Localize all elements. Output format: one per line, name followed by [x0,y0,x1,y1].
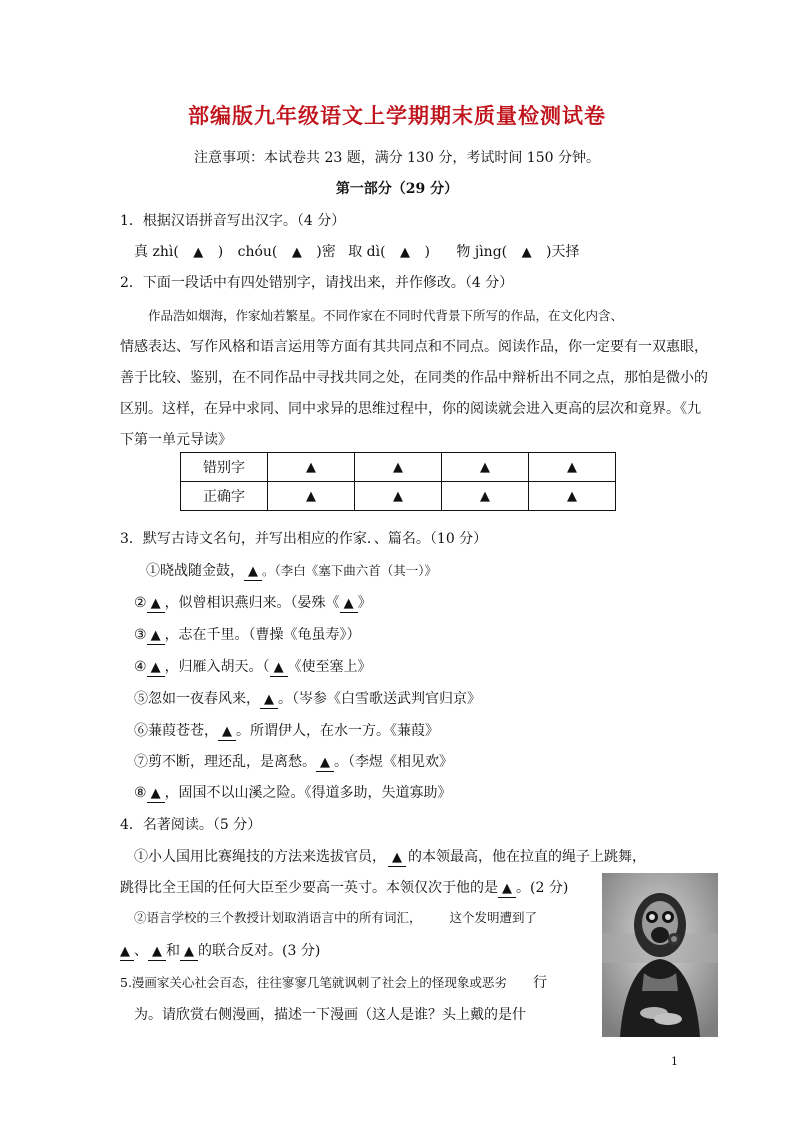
answer-blank[interactable]: ▲ [180,944,198,961]
q3-line: ③ ▲ ，志在千里。（曹操《龟虽寿》） [134,627,361,643]
q4-line: ▲ 、 ▲ 和 ▲ 的联合反对。(3 分) [120,943,321,959]
q2-passage-line: 善于比较、鉴别，在不同作品中寻找共同之处，在同类的作品中辩析出不同之点，那怕是微小的 [120,370,708,386]
answer-blank[interactable]: ▲ [147,596,165,613]
q2-passage-line: 下第一单元导读》 [120,432,232,448]
q5-line: 5.漫画家关心社会百态，往往寥寥几笔就讽刺了社会上的怪现象或恶劣 行 [120,975,547,991]
q3-line: ④ ▲ ，归雁入胡天。（ ▲ 《使至塞上》 [134,659,372,675]
answer-blank[interactable]: ▲ [270,660,288,677]
answer-blank: ▲ [291,245,302,260]
answer-cell[interactable]: ▲ [355,482,442,511]
q4-heading: 4．名著阅读。（5 分） [120,817,262,833]
table-row [181,453,616,482]
q1-item-text: ) [424,244,430,260]
notice: 注意事项：本试卷共 23 题，满分 130 分，考试时间 150 分钟。 [194,150,600,166]
answer-blank: ▲ [521,245,532,260]
page-number: 1 [671,1055,678,1068]
q1-item-text: 真 zhì( [134,244,179,260]
answer-blank[interactable]: ▲ [244,564,262,581]
answer-blank[interactable]: ▲ [498,881,516,898]
answer-cell[interactable]: ▲ [529,453,616,482]
q4-line: 跳得比全王国的任何大臣至少要高一英寸。本领仅次于他的是 ▲ 。(2 分) [120,880,569,896]
q2-passage-line: 作品浩如烟海，作家灿若繁星。不同作家在不同时代背景下所写的作品，在文化内含、 [148,308,624,323]
q1-item-text: 物 jìng( [456,244,508,260]
q1-item-text: 取 dì( [348,244,386,260]
q5-line: 为。请欣赏右侧漫画，描述一下漫画（这人是谁？头上戴的是什 [134,1007,526,1023]
answer-cell[interactable]: ▲ [529,482,616,511]
cartoon-image [602,873,718,1037]
answer-blank: ▲ [193,245,204,260]
q3-line: ② ▲ ，似曾相识燕归来。（晏殊《 ▲ 》 [134,595,372,611]
answer-blank[interactable]: ▲ [147,660,165,677]
q2-passage-line: 区别。这样，在异中求同、同中求异的思维过程中，你的阅读就会进入更高的层次和竟界。《九 [120,401,701,417]
answer-cell[interactable]: ▲ [442,453,529,482]
q2-heading: 2．下面一段话中有四处错别字，请找出来，并作修改。（4 分） [120,275,514,291]
cartoon-illustration [602,873,718,1037]
answer-blank[interactable]: ▲ [340,596,358,613]
answer-cell[interactable]: ▲ [268,482,355,511]
table-row-label: 错别字 [181,453,268,482]
q3-line: ⑧ ▲ ，固国不以山溪之险。《得道多助，失道寡助》 [134,785,452,801]
q1-item-text: ) [217,244,224,260]
q2-passage-line: 情感表达、写作风格和语言运用等方面有其共同点和不同点。阅读作品，你一定要有一双惠眼， [120,339,708,355]
q1-items [134,241,580,261]
correction-table [180,452,616,511]
q3-line: ①晓战随金鼓， ▲ 。（李白《塞下曲六首（其一）》 [146,563,438,579]
q3-line: ⑤忽如一夜春风来， ▲ 。（岑参《白雪歌送武判官归京》 [134,691,481,707]
q1-item-text: )天择 [546,244,580,260]
answer-blank[interactable]: ▲ [218,724,236,741]
q4-line: ①小人国用比赛绳技的方法来选拔官员， ▲ 的本领最高，他在拉直的绳子上跳舞， [134,849,646,865]
q3-line: ⑥蒹葭苍苍， ▲ 。所谓伊人，在水一方。《蒹葭》 [134,723,439,739]
answer-cell[interactable]: ▲ [355,453,442,482]
answer-blank[interactable]: ▲ [147,786,165,803]
answer-blank[interactable]: ▲ [147,628,165,645]
table-row [181,482,616,511]
answer-blank[interactable]: ▲ [260,692,278,709]
answer-blank[interactable]: ▲ [120,944,134,961]
answer-blank[interactable]: ▲ [148,944,166,961]
table-row-label: 正确字 [181,482,268,511]
q3-heading: 3．默写古诗文名句，并写出相应的作家．、篇名。（10 分） [120,531,488,547]
q1-item-text: chóu( [237,244,278,260]
page-title: 部编版九年级语文上学期期末质量检测试卷 [188,103,606,128]
q4-line: ②语言学校的三个教授计划取消语言中的所有词汇， 这个发明遭到了 [134,910,538,925]
q3-line: ⑦剪不断，理还乱，是离愁。 ▲ 。（李煜《相见欢》 [134,754,453,770]
q1-item-text: )密 [316,244,336,260]
answer-cell[interactable]: ▲ [268,453,355,482]
answer-blank: ▲ [400,245,411,260]
answer-blank[interactable]: ▲ [388,850,406,867]
answer-cell[interactable]: ▲ [442,482,529,511]
q1-heading: 1．根据汉语拼音写出汉字。（4 分） [120,213,346,229]
part-heading: 第一部分（29 分） [335,181,459,197]
answer-blank[interactable]: ▲ [316,755,334,772]
